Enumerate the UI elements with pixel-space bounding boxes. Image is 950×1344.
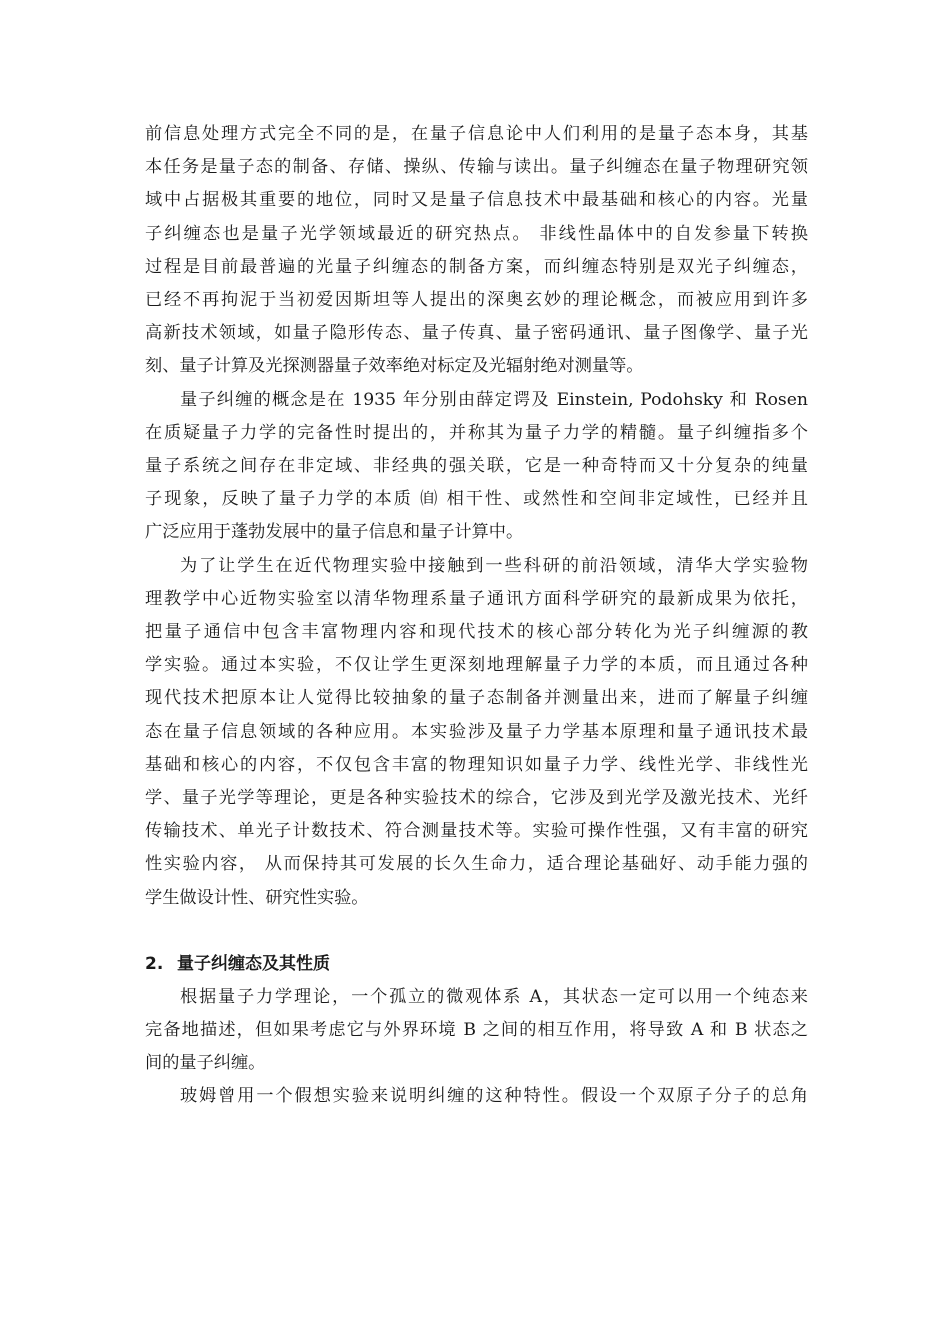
- text-line: 刻、量子计算及光探测器量子效率绝对标定及光辐射绝对测量等。: [145, 356, 644, 377]
- document-page: [145, 118, 808, 1114]
- text-line: 子现象，反映了量子力学的本质 ㉂ 相干性、或然性和空间非定域性，已经并且: [145, 489, 808, 510]
- body-paragraph: [145, 384, 808, 550]
- text-line: 传输技术、单光子计数技术、符合测量技术等。实验可操作性强，又有丰富的研究: [145, 821, 808, 842]
- text-line: 已经不再拘泥于当初爱因斯坦等人提出的深奥玄妙的理论概念，而被应用到许多: [145, 290, 808, 311]
- text-line: 为了让学生在近代物理实验中接触到一些科研的前沿领域，清华大学实验物: [180, 555, 808, 576]
- text-line: 在质疑量子力学的完备性时提出的，并称其为量子力学的精髓。量子纠缠指多个: [145, 422, 808, 443]
- text-line: 本任务是量子态的制备、存储、操纵、传输与读出。量子纠缠态在量子物理研究领: [145, 157, 808, 178]
- text-line: 量子系统之间存在非定域、非经典的强关联，它是一种奇特而又十分复杂的纯量: [145, 456, 808, 477]
- body-paragraph: [145, 1080, 808, 1113]
- text-line: 间的量子纠缠。: [145, 1053, 266, 1074]
- section-heading: [145, 948, 808, 981]
- text-line: 理教学中心近物实验室以清华物理系量子通讯方面科学研究的最新成果为依托，: [145, 588, 808, 609]
- body-paragraph: [145, 981, 808, 1081]
- text-line: 基础和核心的内容，不仅包含丰富的物理知识如量子力学、线性光学、非线性光: [145, 754, 808, 775]
- section-title: 量子纠缠态及其性质: [177, 953, 330, 974]
- section-number: 2.: [145, 953, 164, 974]
- body-paragraph: [145, 550, 808, 915]
- text-line: 域中占据极其重要的地位，同时又是量子信息技术中最基础和核心的内容。光量: [145, 190, 808, 211]
- text-line: 把量子通信中包含丰富物理内容和现代技术的核心部分转化为光子纠缠源的教: [145, 622, 808, 643]
- text-line: 现代技术把原本让人觉得比较抽象的量子态制备并测量出来，进而了解量子纠缠: [145, 688, 808, 709]
- text-line: 学生做设计性、研究性实验。: [145, 887, 369, 908]
- text-line: 高新技术领域，如量子隐形传态、量子传真、量子密码通讯、量子图像学、量子光: [145, 323, 808, 344]
- text-line: 量子纠缠的概念是在 1935 年分别由薛定谔及 Einstein, Podohsky 和 Rosen: [180, 389, 808, 410]
- text-line: 性实验内容， 从而保持其可发展的长久生命力，适合理论基础好、动手能力强的: [145, 854, 808, 875]
- text-line: 玻姆曾用一个假想实验来说明纠缠的这种特性。假设一个双原子分子的总角: [180, 1086, 808, 1107]
- text-line: 完备地描述，但如果考虑它与外界环境 B 之间的相互作用，将导致 A 和 B 状态之: [145, 1020, 808, 1041]
- text-line: 学、量子光学等理论，更是各种实验技术的综合，它涉及到光学及激光技术、光纤: [145, 788, 808, 809]
- text-line: 根据量子力学理论，一个孤立的微观体系 A，其状态一定可以用一个纯态来: [180, 986, 808, 1007]
- text-line: 态在量子信息领域的各种应用。本实验涉及量子力学基本原理和量子通讯技术最: [145, 721, 808, 742]
- text-line: 过程是目前最普遍的光量子纠缠态的制备方案，而纠缠态特别是双光子纠缠态，: [145, 256, 808, 277]
- body-paragraph: [145, 118, 808, 384]
- text-line: 学实验。通过本实验，不仅让学生更深刻地理解量子力学的本质，而且通过各种: [145, 655, 808, 676]
- text-line: 广泛应用于蓬勃发展中的量子信息和量子计算中。: [145, 522, 524, 543]
- text-line: 前信息处理方式完全不同的是，在量子信息论中人们利用的是量子态本身，其基: [145, 124, 808, 144]
- text-line: 子纠缠态也是量子光学领域最近的研究热点。 非线性晶体中的自发参量下转换: [145, 223, 808, 244]
